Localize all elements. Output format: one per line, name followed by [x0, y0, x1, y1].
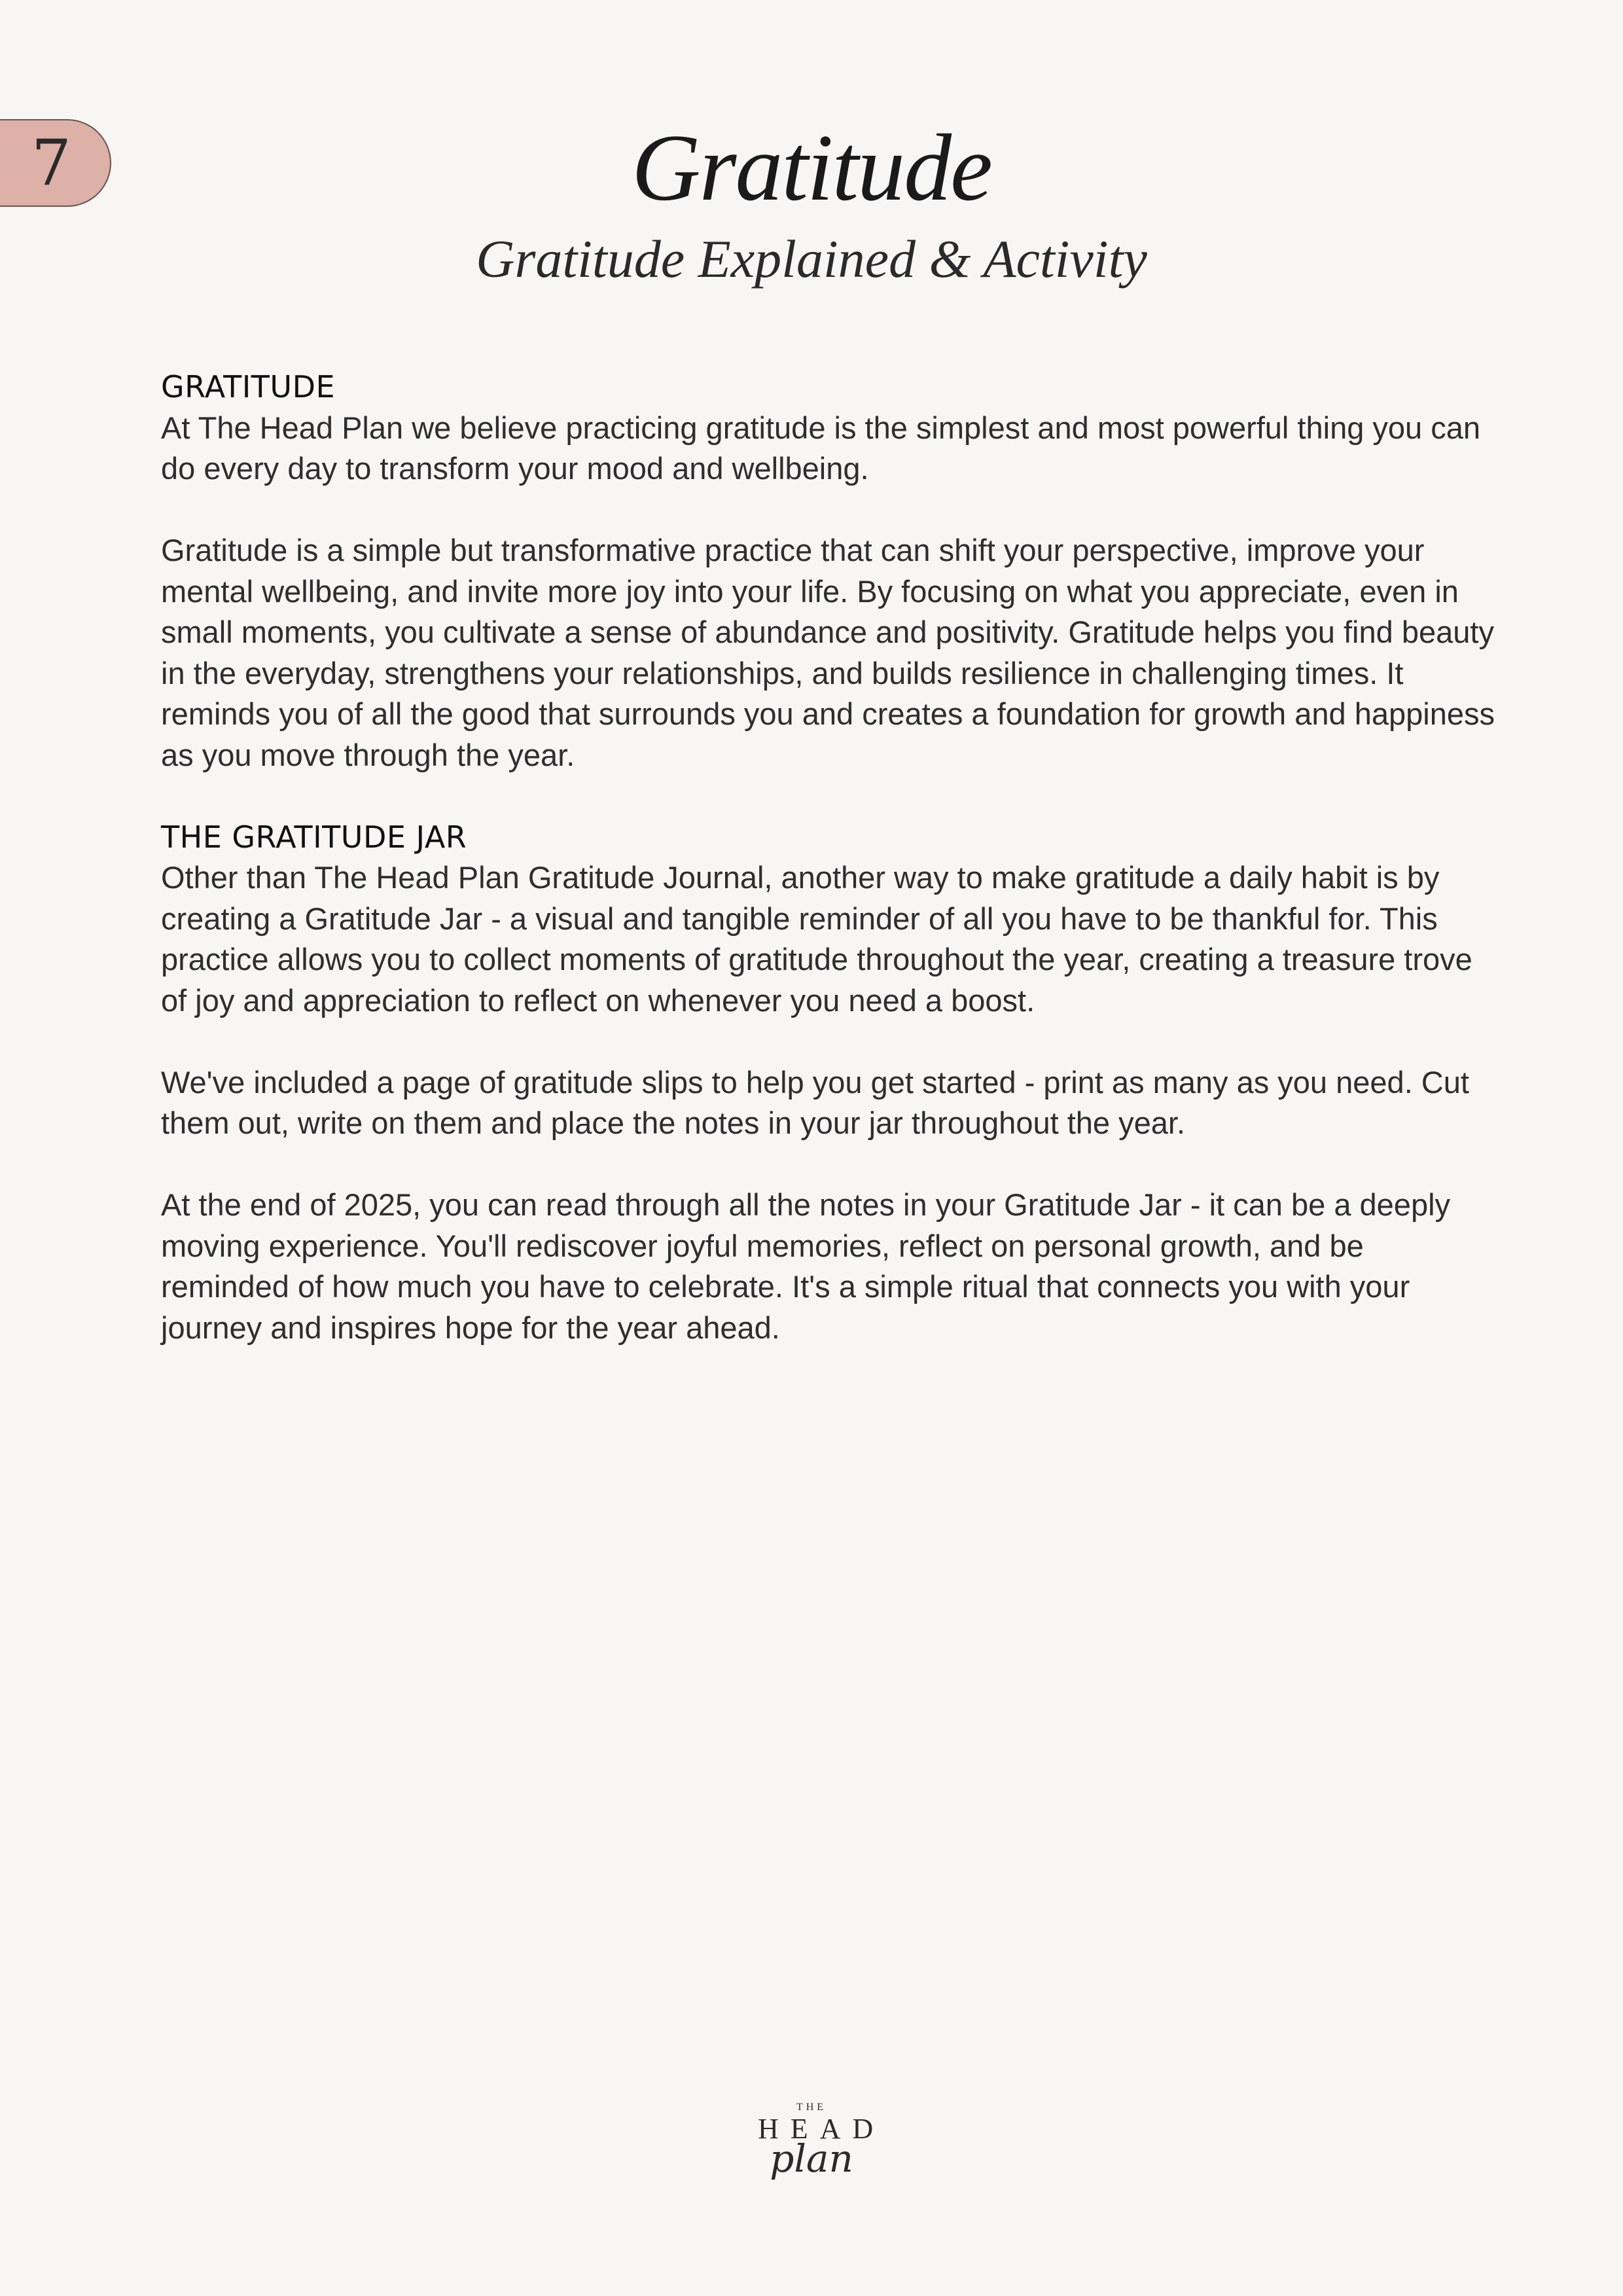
section-heading: THE GRATITUDE JAR [161, 819, 467, 855]
page-number-tab: 7 [0, 119, 111, 207]
section-heading: GRATITUDE [161, 369, 336, 404]
page-content [161, 367, 1496, 1390]
paragraph: Other than The Head Plan Gratitude Journal, another way to make gratitude a daily habit is by creating a Gratitude Jar - a visual and tangible reminder of all you have to be thankful for. This practice allows you to collect moments of gratitude throughout the year, creating a treasure trove of joy and appreciation to reflect on whenever you need a boost. [161, 860, 1472, 1018]
brand-logo [746, 2101, 885, 2181]
section-gratitude [161, 367, 1496, 776]
logo-plan-script: plan [770, 2136, 853, 2181]
paragraph: At the end of 2025, you can read through all the notes in your Gratitude Jar - it can be a deeply moving experience. You'll rediscover joyful memories, reflect on personal growth, and be reminded of how much you have to celebrate. It's a simple ritual that connects you with your journey and inspires hope for the year ahead. [161, 1187, 1451, 1345]
paragraph: We've included a page of gratitude slips to help you get started - print as many as you need. Cut them out, write on them and place the notes in your jar throughout the year. [161, 1064, 1469, 1140]
paragraph: At The Head Plan we believe practicing gratitude is the simplest and most powerful thing you can do every day to transform your mood and wellbeing. [161, 410, 1481, 486]
logo-the-text: THE [796, 2102, 827, 2113]
paragraph: Gratitude is a simple but transformative practice that can shift your perspective, improve your mental wellbeing, and invite more joy into your life. By focusing on what you appreciate, even in small moments, you cultivate a sense of abundance and positivity. Gratitude helps you find beauty in the everyday, strengthens your relationships, and builds resilience in challenging times. It reminds you of all the good that surrounds you and creates a foundation for growth and happiness as you move through the year. [161, 533, 1495, 772]
logo-head-text: HEAD [758, 2113, 885, 2145]
page-title: Gratitude [632, 115, 991, 221]
section-gratitude-jar [161, 817, 1496, 1349]
page-header [0, 115, 1623, 291]
page-subtitle: Gratitude Explained & Activity [476, 229, 1147, 289]
